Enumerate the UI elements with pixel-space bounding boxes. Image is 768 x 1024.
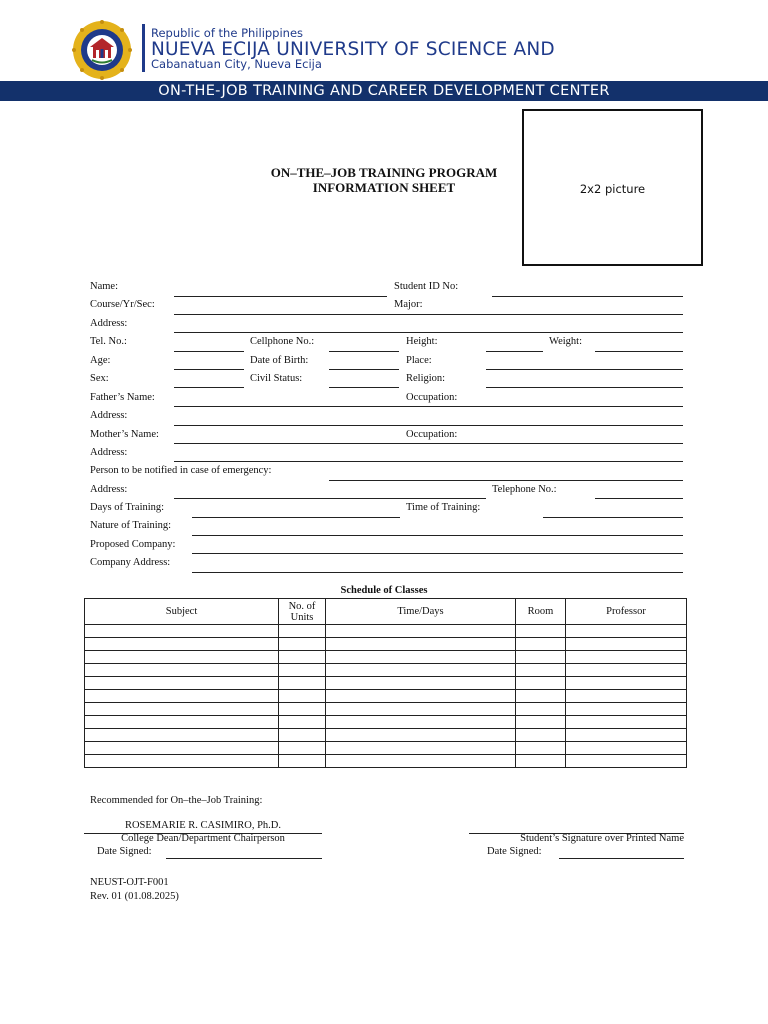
sex-field[interactable]: [174, 387, 244, 388]
schedule-cell-subject[interactable]: [85, 690, 279, 703]
emergency-address-label: Address:: [90, 484, 128, 495]
major-label: Major:: [394, 299, 423, 310]
schedule-cell-units[interactable]: [279, 729, 326, 742]
dob-field[interactable]: [329, 369, 399, 370]
schedule-row: [85, 625, 687, 638]
cellphone-label: Cellphone No.:: [250, 336, 315, 347]
schedule-cell-units[interactable]: [279, 625, 326, 638]
time-training-label: Time of Training:: [406, 502, 481, 513]
schedule-cell-subject[interactable]: [85, 742, 279, 755]
schedule-cell-time-days[interactable]: [326, 729, 516, 742]
name-field[interactable]: [174, 296, 387, 297]
nature-training-field[interactable]: [192, 535, 683, 536]
column-header-room: Room: [516, 599, 566, 625]
header-divider: [142, 24, 145, 72]
schedule-cell-room[interactable]: [516, 755, 566, 768]
schedule-cell-room[interactable]: [516, 703, 566, 716]
recommended-text: Recommended for On–the–Job Training:: [90, 795, 263, 806]
dean-date-signed-label: Date Signed:: [97, 846, 152, 857]
schedule-cell-room[interactable]: [516, 690, 566, 703]
form-revision: Rev. 01 (01.08.2025): [90, 891, 179, 902]
religion-label: Religion:: [406, 373, 446, 384]
schedule-cell-professor[interactable]: [566, 651, 687, 664]
schedule-cell-professor[interactable]: [566, 625, 687, 638]
banner-underline: [745, 100, 768, 101]
father-occupation-label: Occupation:: [406, 392, 458, 403]
form-title: ON–THE–JOB TRAINING PROGRAM: [270, 165, 498, 180]
tel-field[interactable]: [174, 351, 244, 352]
sex-label: Sex:: [90, 373, 109, 384]
days-training-label: Days of Training:: [90, 502, 165, 513]
republic-text: Republic of the Philippines: [151, 26, 304, 40]
course-label: Course/Yr/Sec:: [90, 299, 155, 310]
father-address-field[interactable]: [174, 425, 683, 426]
schedule-cell-subject[interactable]: [85, 716, 279, 729]
company-address-field[interactable]: [192, 572, 683, 573]
schedule-cell-time-days[interactable]: [326, 651, 516, 664]
schedule-row: [85, 690, 687, 703]
schedule-cell-professor[interactable]: [566, 729, 687, 742]
schedule-cell-professor[interactable]: [566, 703, 687, 716]
name-label: Name:: [90, 281, 118, 292]
schedule-cell-professor[interactable]: [566, 716, 687, 729]
mother-field[interactable]: [174, 443, 683, 444]
mother-occupation-label: Occupation:: [406, 429, 458, 440]
cellphone-field[interactable]: [329, 351, 399, 352]
form-subtitle: INFORMATION SHEET: [312, 180, 456, 195]
height-field[interactable]: [486, 351, 543, 352]
schedule-row: [85, 651, 687, 664]
schedule-row: [85, 742, 687, 755]
schedule-cell-time-days[interactable]: [326, 742, 516, 755]
schedule-cell-room[interactable]: [516, 716, 566, 729]
schedule-cell-units[interactable]: [279, 664, 326, 677]
schedule-table: [84, 598, 687, 768]
schedule-cell-units[interactable]: [279, 690, 326, 703]
schedule-cell-units[interactable]: [279, 716, 326, 729]
place-label: Place:: [406, 355, 432, 366]
schedule-row: [85, 664, 687, 677]
schedule-cell-subject[interactable]: [85, 664, 279, 677]
proposed-company-field[interactable]: [192, 553, 683, 554]
address-label: Address:: [90, 318, 128, 329]
emergency-address-field[interactable]: [174, 498, 486, 499]
telephone-field[interactable]: [595, 498, 683, 499]
place-field[interactable]: [486, 369, 683, 370]
schedule-cell-subject[interactable]: [85, 651, 279, 664]
schedule-cell-units[interactable]: [279, 742, 326, 755]
schedule-cell-professor[interactable]: [566, 742, 687, 755]
schedule-cell-time-days[interactable]: [326, 677, 516, 690]
time-training-field[interactable]: [543, 517, 683, 518]
mother-address-field[interactable]: [174, 461, 683, 462]
schedule-row: [85, 755, 687, 768]
schedule-cell-time-days[interactable]: [326, 638, 516, 651]
schedule-row: [85, 703, 687, 716]
civil-status-label: Civil Status:: [250, 373, 303, 384]
schedule-row: [85, 729, 687, 742]
telephone-label: Telephone No.:: [492, 484, 557, 495]
schedule-cell-time-days[interactable]: [326, 664, 516, 677]
schedule-cell-room[interactable]: [516, 664, 566, 677]
height-label: Height:: [406, 336, 438, 347]
schedule-cell-subject[interactable]: [85, 625, 279, 638]
nature-training-label: Nature of Training:: [90, 520, 172, 531]
schedule-cell-room[interactable]: [516, 651, 566, 664]
schedule-cell-units[interactable]: [279, 677, 326, 690]
dean-title: College Dean/Department Chairperson: [121, 833, 285, 844]
schedule-cell-professor[interactable]: [566, 755, 687, 768]
days-training-field[interactable]: [192, 517, 400, 518]
schedule-cell-subject[interactable]: [85, 638, 279, 651]
schedule-header-row: [85, 599, 687, 625]
schedule-row: [85, 716, 687, 729]
schedule-cell-room[interactable]: [516, 638, 566, 651]
proposed-company-label: Proposed Company:: [90, 539, 176, 550]
mother-address-label: Address:: [90, 447, 128, 458]
schedule-row: [85, 638, 687, 651]
schedule-cell-room[interactable]: [516, 729, 566, 742]
schedule-cell-professor[interactable]: [566, 664, 687, 677]
age-label: Age:: [90, 355, 111, 366]
schedule-cell-subject[interactable]: [85, 729, 279, 742]
company-address-label: Company Address:: [90, 557, 171, 568]
father-label: Father’s Name:: [90, 392, 155, 403]
university-name: NUEVA ECIJA UNIVERSITY OF SCIENCE AND: [151, 39, 555, 60]
schedule-cell-room[interactable]: [516, 625, 566, 638]
weight-label: Weight:: [549, 336, 582, 347]
emergency-field[interactable]: [329, 480, 683, 481]
dean-name: ROSEMARIE R. CASIMIRO, Ph.D.: [124, 820, 282, 831]
column-header-subject: Subject: [85, 599, 279, 625]
schedule-cell-professor[interactable]: [566, 638, 687, 651]
schedule-cell-time-days[interactable]: [326, 703, 516, 716]
column-header-time-days: Time/Days: [326, 599, 516, 625]
schedule-cell-units[interactable]: [279, 651, 326, 664]
mother-label: Mother’s Name:: [90, 429, 159, 440]
student-date-signed-field[interactable]: [559, 858, 684, 859]
schedule-cell-subject[interactable]: [85, 703, 279, 716]
photo-box-label: 2x2 picture: [579, 182, 646, 196]
center-banner-title: ON-THE-JOB TRAINING AND CAREER DEVELOPMENT CENTER: [158, 83, 610, 99]
age-field[interactable]: [174, 369, 244, 370]
student-id-label: Student ID No:: [394, 281, 459, 292]
schedule-cell-subject[interactable]: [85, 755, 279, 768]
schedule-row: [85, 677, 687, 690]
schedule-cell-units[interactable]: [279, 703, 326, 716]
schedule-cell-units[interactable]: [279, 638, 326, 651]
schedule-title: Schedule of Classes: [340, 585, 428, 596]
emergency-label: Person to be notified in case of emergency:: [90, 465, 272, 476]
father-address-label: Address:: [90, 410, 128, 421]
dob-label: Date of Birth:: [250, 355, 309, 366]
religion-field[interactable]: [486, 387, 683, 388]
schedule-cell-subject[interactable]: [85, 677, 279, 690]
student-date-signed-label: Date Signed:: [487, 846, 542, 857]
course-major-field[interactable]: [174, 314, 683, 315]
column-header-professor: Professor: [566, 599, 687, 625]
schedule-cell-professor[interactable]: [566, 690, 687, 703]
schedule-cell-time-days[interactable]: [326, 690, 516, 703]
schedule-cell-room[interactable]: [516, 742, 566, 755]
city-text: Cabanatuan City, Nueva Ecija: [151, 57, 322, 71]
schedule-cell-time-days[interactable]: [326, 716, 516, 729]
weight-field[interactable]: [595, 351, 683, 352]
schedule-cell-time-days[interactable]: [326, 755, 516, 768]
schedule-cell-room[interactable]: [516, 677, 566, 690]
university-seal-icon: [72, 20, 132, 80]
student-id-field[interactable]: [492, 296, 683, 297]
schedule-cell-units[interactable]: [279, 755, 326, 768]
form-code: NEUST-OJT-F001: [90, 877, 169, 888]
father-field[interactable]: [174, 406, 683, 407]
civil-status-field[interactable]: [329, 387, 399, 388]
column-header-units: No. of Units: [279, 599, 326, 625]
tel-label: Tel. No.:: [90, 336, 127, 347]
schedule-cell-professor[interactable]: [566, 677, 687, 690]
address-field[interactable]: [174, 332, 683, 333]
schedule-cell-time-days[interactable]: [326, 625, 516, 638]
dean-date-signed-field[interactable]: [166, 858, 322, 859]
student-signature-label: Student’s Signature over Printed Name: [520, 833, 684, 844]
